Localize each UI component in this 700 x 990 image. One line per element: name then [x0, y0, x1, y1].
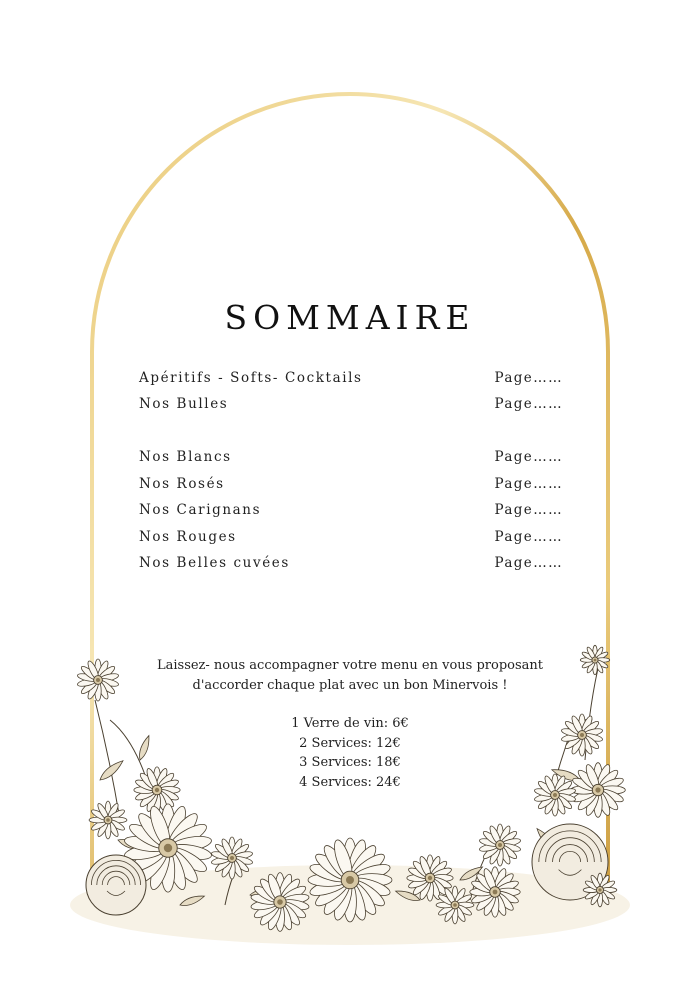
- toc-item-page: Page……: [494, 396, 563, 412]
- intro-line: Laissez- nous accompagner votre menu en vous proposant: [156, 658, 543, 673]
- price-item: 1 Verre de vin: 6€: [291, 716, 409, 731]
- wine-pairing-intro: [0, 656, 700, 696]
- daisy-illustration: [479, 824, 521, 866]
- page-title: SOMMAIRE: [224, 298, 476, 337]
- daisy-illustration: [470, 867, 520, 917]
- toc-item-page: Page……: [494, 529, 563, 545]
- toc-item-label: Apéritifs - Softs- Cocktails: [139, 370, 363, 386]
- price-item: 3 Services: 18€: [299, 755, 401, 770]
- pairing-price-list: [0, 714, 700, 792]
- toc-item-label: Nos Rosés: [139, 476, 225, 492]
- toc-item-label: Nos Carignans: [139, 502, 262, 518]
- toc-item-page: Page……: [494, 502, 563, 518]
- intro-line: d'accorder chaque plat avec un bon Minervois !: [192, 678, 508, 693]
- toc-item-label: Nos Rouges: [139, 529, 237, 545]
- toc-item-page: Page……: [494, 449, 563, 465]
- price-item: 2 Services: 12€: [299, 735, 401, 751]
- toc-item-label: Nos Blancs: [139, 449, 232, 465]
- rose-illustration: [86, 855, 146, 915]
- toc-item-page: Page……: [494, 370, 563, 386]
- toc-item-page: Page……: [494, 476, 563, 492]
- toc-item-label: Nos Bulles: [139, 396, 229, 412]
- toc-item-page: Page……: [494, 555, 563, 571]
- toc-item-label: Nos Belles cuvées: [139, 555, 290, 571]
- price-item: 4 Services: 24€: [299, 774, 401, 790]
- daisy-illustration: [89, 801, 127, 839]
